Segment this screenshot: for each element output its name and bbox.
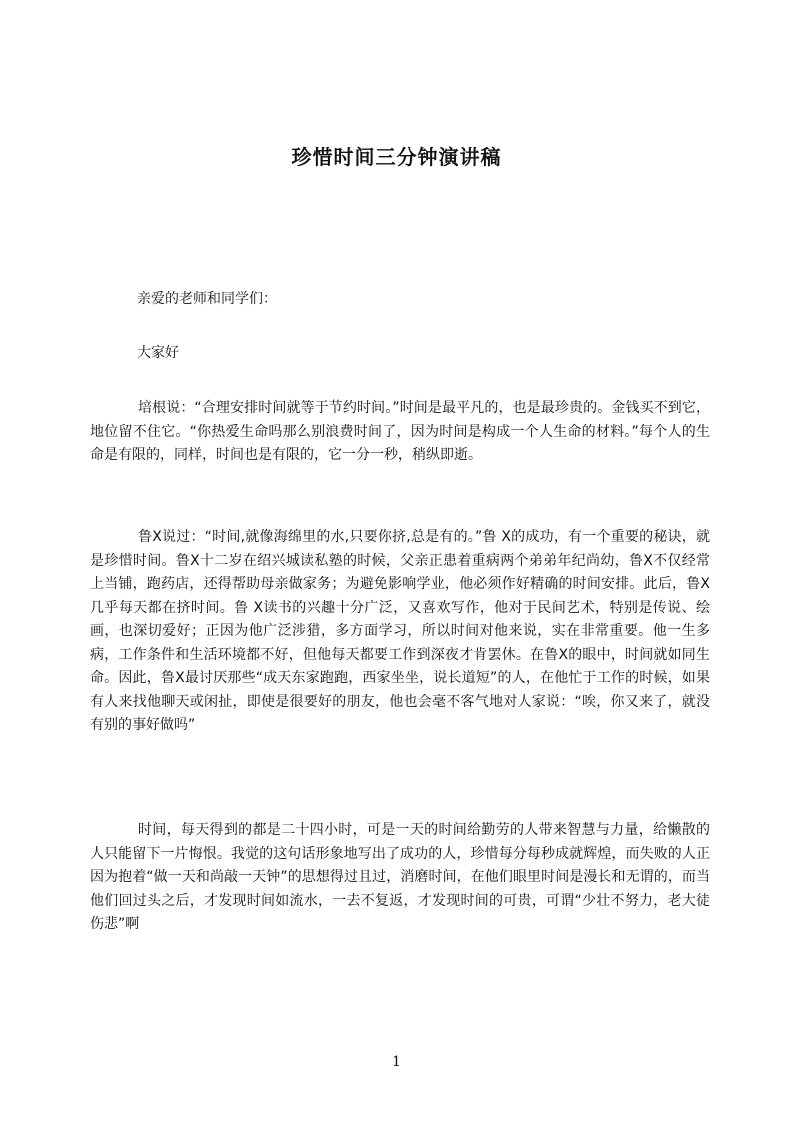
page-number: 1: [392, 1054, 401, 1070]
paragraph-time-value: 时间，每天得到的都是二十四小时，可是一天的时间给勤劳的人带来智慧与力量，给懒散的人只能留下一片悔恨。我觉的这句话形象地写出了成功的人，珍惜每分每秒成就辉煌，而失败的人正因为抱着“做一天和尚敲一天钟”的思想得过且过，消磨时间，在他们眼里时间是漫长和无谓的，而当他们回过头之后，才发现时间如流水，一去不复返，才发现时间的可贵，可谓“少壮不努力，老大徒伤悲”啊: [90, 822, 710, 932]
greeting: 大家好: [137, 345, 179, 361]
document-title: 珍惜时间三分钟演讲稿: [291, 145, 502, 169]
paragraph-lu-x-story: 鲁X说过：“时间,就像海绵里的水,只要你挤,总是有的。”鲁 X的成功，有一个重要的秘诀，就是珍惜时间。鲁X十二岁在绍兴城读私塾的时候，父亲正患着重病两个弟弟年纪尚幼，鲁X不仅经常上当铺，跑药店，还得帮助母亲做家务；为避免影响学业，他必须作好精确的时间安排。此后，鲁X几乎每天都在挤时间。鲁 X读书的兴趣十分广泛，又喜欢写作，他对于民间艺术，特别是传说、绘画，也深切爱好；正因为他广泛涉猎，多方面学习，所以时间对他来说，实在非常重要。他一生多病，工作条件和生活环境都不好，但他每天都要工作到深夜才肯罢休。在鲁X的眼中，时间就如同生命。因此，鲁X最讨厌那些“成天东家跑跑，西家坐坐，说长道短”的人，在他忙于工作的时候，如果有人来找他聊天或闲扯，即使是很要好的朋友，他也会毫不客气地对人家说：“唉，你又来了，就没有别的事好做吗”: [90, 529, 710, 733]
paragraph-bacon-quote: 培根说：“合理安排时间就等于节约时间。”时间是最平凡的，也是最珍贵的。金钱买不到它，地位留不住它。“你热爱生命吗那么别浪费时间了，因为时间是构成一个人生命的材料。”每个人的生命是有限的，同样，时间也是有限的，它一分一秒，稍纵即逝。: [90, 400, 710, 463]
salutation: 亲爱的老师和同学们：: [137, 291, 277, 307]
